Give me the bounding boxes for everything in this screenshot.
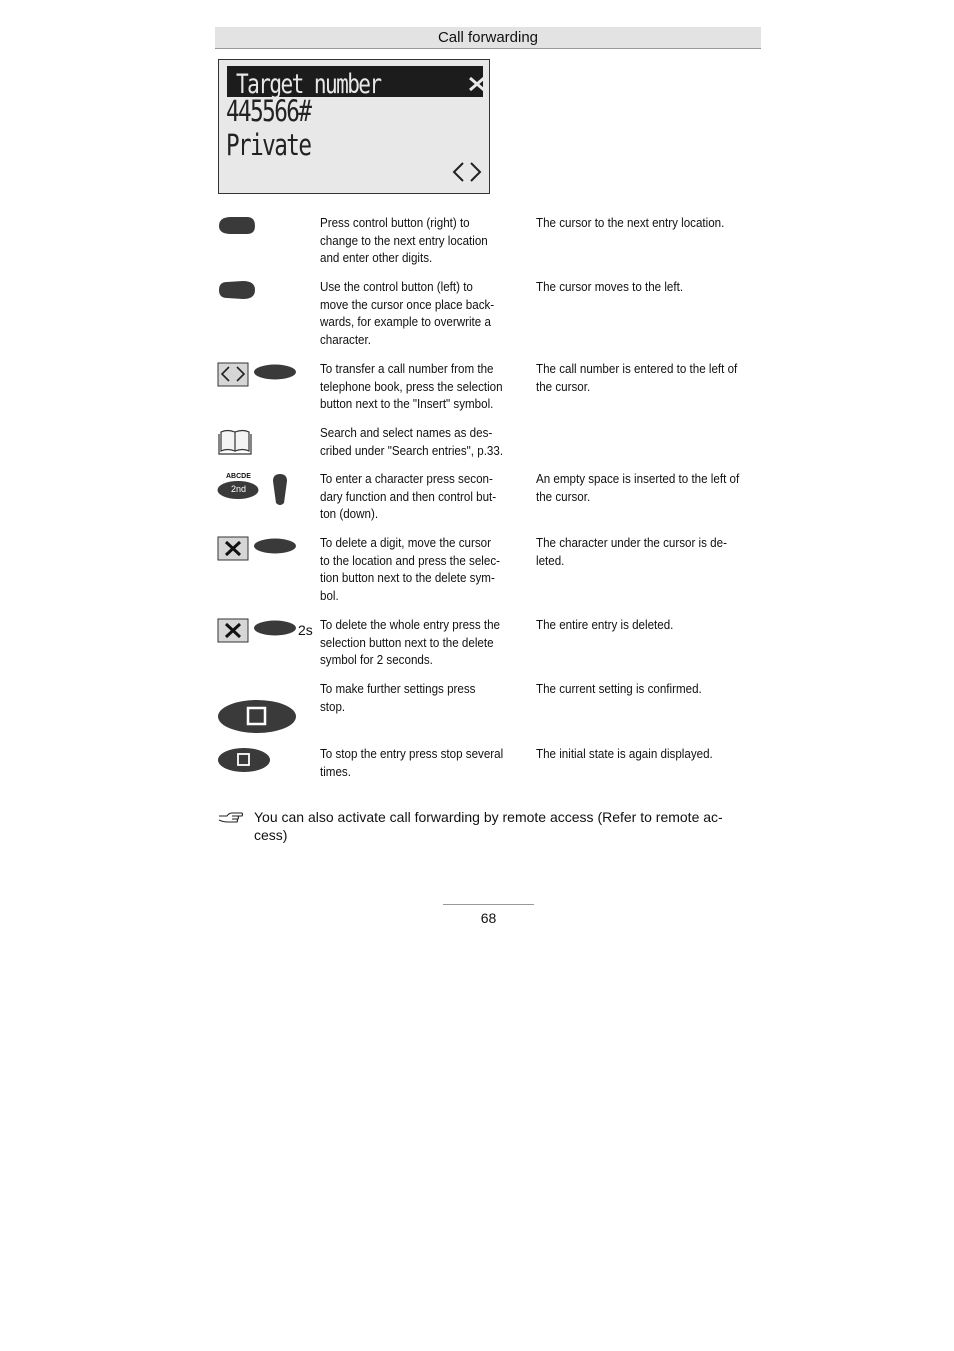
delete-x-icon xyxy=(469,77,485,91)
row-description: To make further settings press stop. xyxy=(320,681,476,714)
row-description: Use the control button (left) to move the cursor once place back- wards, for example to overwrite a character. xyxy=(320,279,495,347)
second-function-keys xyxy=(217,470,317,510)
row-result: The cursor to the next entry location. xyxy=(536,215,725,230)
section-header xyxy=(215,27,761,49)
row-description: Search and select names as des- cribed under "Search entries", p.33. xyxy=(320,425,504,458)
note-text: You can also activate call forwarding by remote access (Refer to remote ac- cess) xyxy=(254,809,723,843)
control-button-left-icon xyxy=(217,278,317,338)
display-line-private: Private xyxy=(226,128,311,162)
control-button-right-icon xyxy=(217,214,317,274)
insert-selection-icons xyxy=(217,360,317,420)
row-result: An empty space is inserted to the left of the cursor. xyxy=(536,471,740,504)
row-result: The character under the cursor is de- leted. xyxy=(536,535,727,568)
second-label: 2nd xyxy=(231,484,247,494)
row-result: The current setting is confirmed. xyxy=(536,681,702,696)
row-description: To stop the entry press stop several times. xyxy=(320,746,504,779)
row-description: To transfer a call number from the telephone book, press the selection button next to the "Insert" symbol. xyxy=(320,361,503,412)
row-result: The initial state is again displayed. xyxy=(536,746,713,761)
display-title-bar xyxy=(227,66,483,100)
stop-button-small-icon xyxy=(217,747,273,773)
insert-arrows-icon xyxy=(452,161,482,183)
stop-button-large-icon xyxy=(217,699,299,735)
abcde-label: ABCDE xyxy=(226,473,251,480)
row-description: To enter a character press secon- dary function and then control but- ton (down). xyxy=(320,471,497,522)
phone-display xyxy=(218,59,490,194)
hold-time-label: 2s xyxy=(298,622,313,638)
row-result: The call number is entered to the left of the cursor. xyxy=(536,361,738,394)
row-description: To delete a digit, move the cursor to the location and press the selec- tion button next to the delete sym- bol. xyxy=(320,535,500,603)
footer-rule xyxy=(443,904,534,905)
row-description: To delete the whole entry press the selection button next to the delete symbol for 2 seconds. xyxy=(320,617,500,668)
row-result: The entire entry is deleted. xyxy=(536,617,674,632)
display-number: 445566# xyxy=(226,94,311,128)
control-button-down-icon xyxy=(272,473,288,507)
page-number: 68 xyxy=(480,910,497,926)
pointing-hand-icon xyxy=(218,810,244,824)
display-title: Target number xyxy=(236,69,381,100)
section-title: Call forwarding xyxy=(437,29,539,46)
delete-selection-icons xyxy=(217,534,317,594)
row-description: Press control button (right) to change to the next entry location and enter other digits. xyxy=(320,215,488,266)
row-result: The cursor moves to the left. xyxy=(536,279,684,294)
